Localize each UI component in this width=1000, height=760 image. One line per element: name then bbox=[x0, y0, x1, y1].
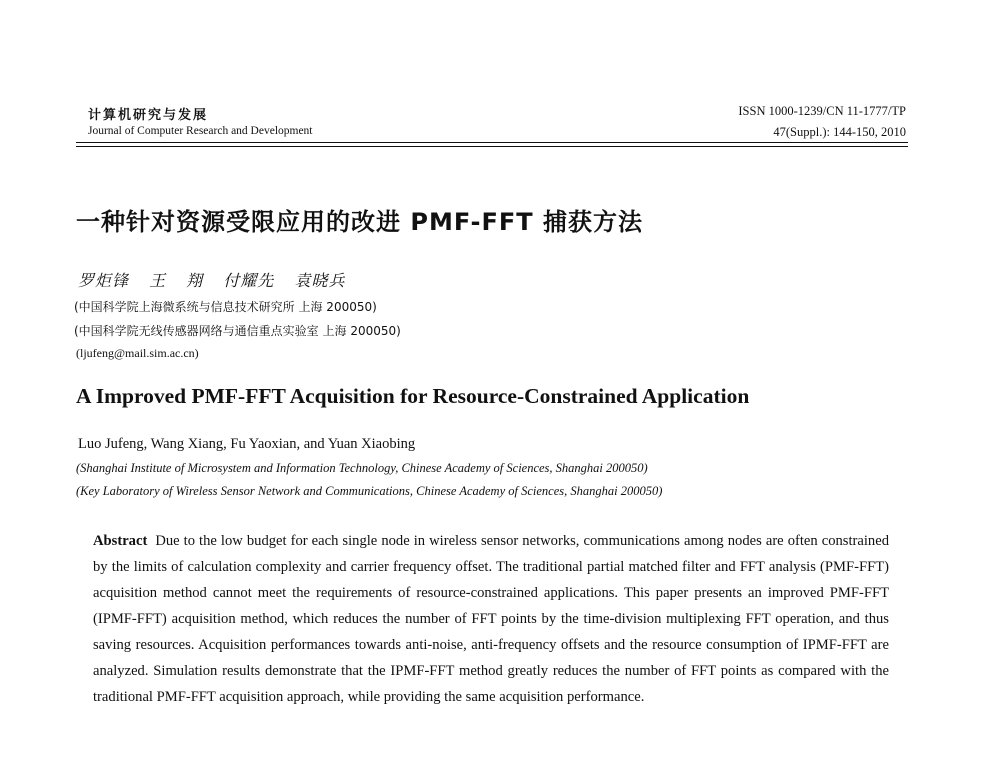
journal-name-en: Journal of Computer Research and Development bbox=[88, 125, 313, 137]
paper-title-en: A Improved PMF-FFT Acquisition for Resource-Constrained Application bbox=[76, 384, 750, 408]
abstract bbox=[93, 528, 889, 710]
affiliation-en-1: (Shanghai Institute of Microsystem and Information Technology, Chinese Academy of Sciences, Shanghai 200050) bbox=[76, 461, 648, 475]
abstract-text: Due to the low budget for each single node in wireless sensor networks, communications among nodes are often constrained by the limits of calculation complexity and carrier frequency offset. The traditional partial matched filter and FFT analysis (PMF-FFT) acquisition method cannot meet the requirements of resource-constrained applications. This paper presents an improved PMF-FFT (IPMF-FFT) acquisition method, which reduces the number of FFT points by the time-division multiplexing FFT operation, and thus saving resources. Acquisition performances towards anti-noise, anti-frequency offsets and the resource consumption of IPMF-FFT are analyzed. Simulation results demonstrate that the IPMF-FFT method greatly reduces the number of FFT points as compared with the traditional PMF-FFT acquisition approach, while providing the same acquisition performance. bbox=[93, 533, 889, 705]
affiliation-en-2: (Key Laboratory of Wireless Sensor Network and Communications, Chinese Academy of Sciences, Shanghai 200050) bbox=[76, 484, 663, 498]
author-email: (ljufeng@mail.sim.ac.cn) bbox=[76, 346, 199, 360]
header-rule-thick bbox=[76, 142, 908, 143]
issn: ISSN 1000-1239/CN 11-1777/TP bbox=[738, 104, 906, 118]
affiliation-cn-2: (中国科学院无线传感器网络与通信重点实验室 上海 200050) bbox=[74, 324, 401, 338]
volume-pages: 47(Suppl.): 144-150, 2010 bbox=[773, 125, 906, 139]
affiliation-cn-1: (中国科学院上海微系统与信息技术研究所 上海 200050) bbox=[74, 300, 377, 314]
journal-name-cn: 计算机研究与发展 bbox=[88, 108, 209, 123]
authors-cn: 罗炬锋 王 翔 付耀先 袁晓兵 bbox=[78, 271, 346, 290]
abstract-label: Abstract bbox=[93, 533, 148, 549]
authors-en: Luo Jufeng, Wang Xiang, Fu Yaoxian, and Yuan Xiaobing bbox=[78, 436, 416, 452]
paper-title-cn: 一种针对资源受限应用的改进 PMF-FFT 捕获方法 bbox=[76, 208, 643, 236]
header-rule-thin bbox=[76, 146, 908, 147]
